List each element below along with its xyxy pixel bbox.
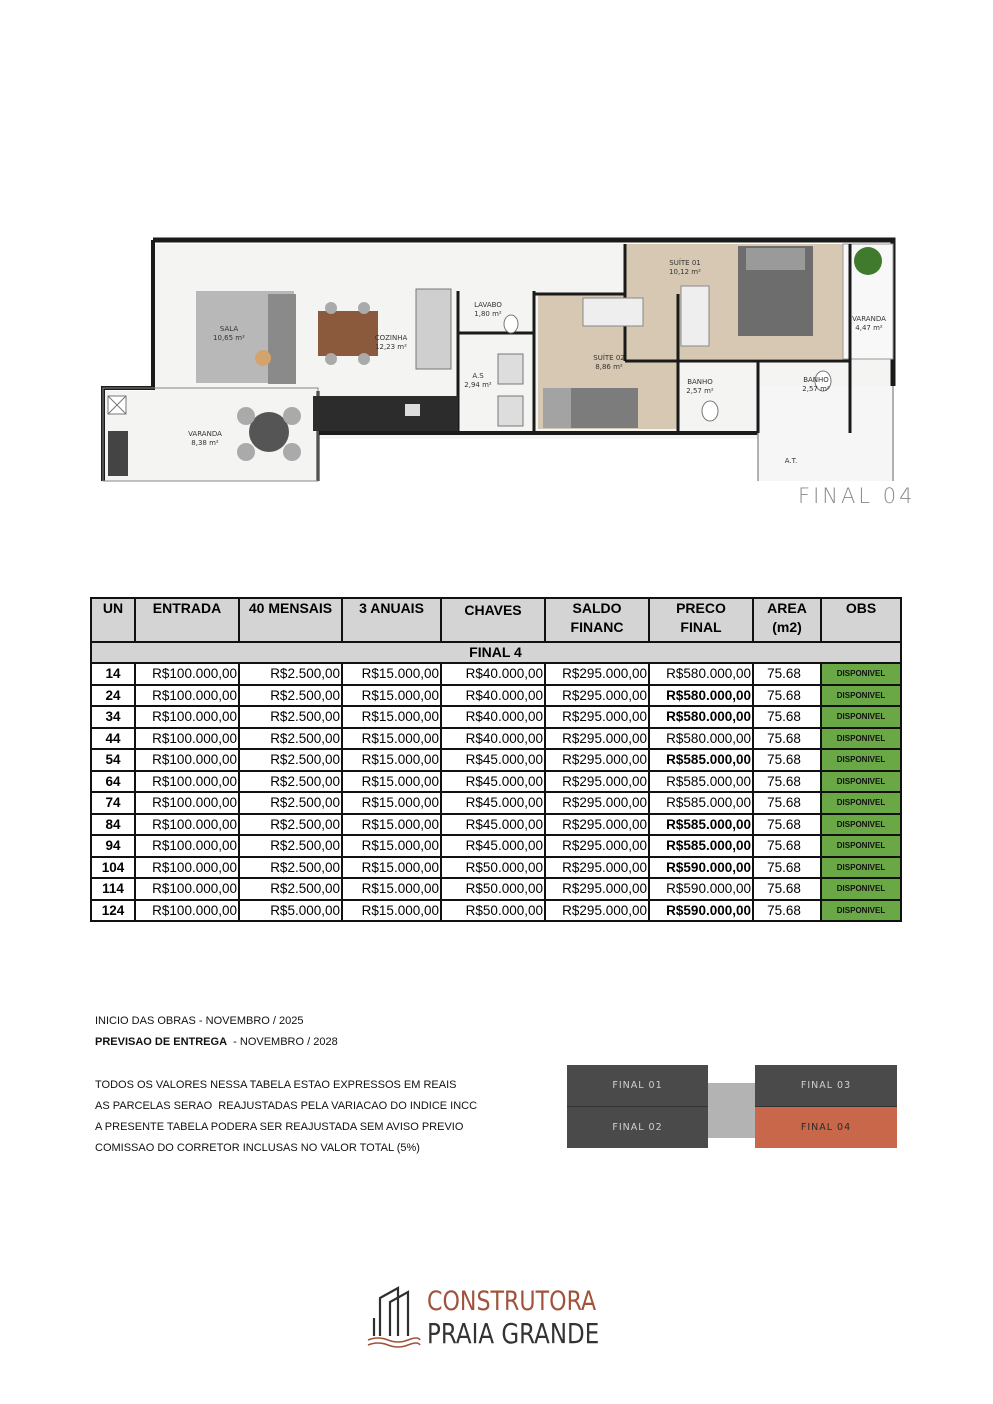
room-label-varanda-1: VARANDA <box>852 315 886 323</box>
obs-cell: DISPONIVEL <box>821 835 901 857</box>
chaves-cell: R$50.000,00 <box>441 857 545 879</box>
room-area-suite-01: 10,12 m² <box>669 268 701 276</box>
un-cell: 24 <box>91 685 135 707</box>
mensais-cell: R$2.500,00 <box>239 663 342 685</box>
obs-cell: DISPONIVEL <box>821 749 901 771</box>
room-area-banho-1: 2,57 m² <box>686 387 714 395</box>
room-label-suite-01: SUÍTE 01 <box>669 259 701 267</box>
saldo-cell: R$295.000,00 <box>545 706 649 728</box>
obs-cell: DISPONIVEL <box>821 728 901 750</box>
room-area-sala: 10,65 m² <box>213 334 245 342</box>
anuais-cell: R$15.000,00 <box>342 749 441 771</box>
area-cell: 75.68 <box>753 814 821 836</box>
room-label-suite-02: SUÍTE 02 <box>593 354 625 362</box>
mensais-cell: R$2.500,00 <box>239 878 342 900</box>
header-entrada: ENTRADA <box>135 598 239 642</box>
entrada-cell: R$100.000,00 <box>135 835 239 857</box>
room-label-lavabo: LAVABO <box>474 301 502 309</box>
entrada-cell: R$100.000,00 <box>135 771 239 793</box>
room-area-suite-02: 8,86 m² <box>595 363 623 371</box>
un-cell: 84 <box>91 814 135 836</box>
delivery-line <box>95 1032 338 1053</box>
obs-cell: DISPONIVEL <box>821 857 901 879</box>
mensais-cell: R$2.500,00 <box>239 792 342 814</box>
table-row <box>91 749 901 771</box>
block-final-02 <box>567 1107 708 1148</box>
connector-block <box>708 1083 755 1138</box>
chaves-cell: R$45.000,00 <box>441 814 545 836</box>
block-label: FINAL 03 <box>800 1080 852 1091</box>
area-cell: 75.68 <box>753 728 821 750</box>
mensais-cell: R$2.500,00 <box>239 728 342 750</box>
chaves-cell: R$40.000,00 <box>441 728 545 750</box>
start-line <box>95 1011 338 1032</box>
preco-cell: R$585.000,00 <box>649 792 753 814</box>
mensais-cell: R$2.500,00 <box>239 749 342 771</box>
entrada-cell: R$100.000,00 <box>135 728 239 750</box>
start-value: - NOVEMBRO / 2025 <box>198 1015 304 1027</box>
saldo-cell: R$295.000,00 <box>545 685 649 707</box>
entrada-cell: R$100.000,00 <box>135 792 239 814</box>
table-row <box>91 835 901 857</box>
header-mensais: 40 MENSAIS <box>239 598 342 642</box>
room-label-banho-2: BANHO <box>803 376 829 384</box>
table-row <box>91 663 901 685</box>
un-cell: 114 <box>91 878 135 900</box>
area-cell: 75.68 <box>753 900 821 922</box>
saldo-cell: R$295.000,00 <box>545 814 649 836</box>
saldo-cell: R$295.000,00 <box>545 857 649 879</box>
chaves-cell: R$40.000,00 <box>441 706 545 728</box>
chaves-cell: R$50.000,00 <box>441 878 545 900</box>
saldo-cell: R$295.000,00 <box>545 792 649 814</box>
header-un: UN <box>91 598 135 642</box>
room-area-banho-2: 2,57 m² <box>802 385 830 393</box>
table-row <box>91 857 901 879</box>
room-label-banho-1: BANHO <box>687 378 713 386</box>
preco-cell: R$590.000,00 <box>649 900 753 922</box>
obs-cell: DISPONIVEL <box>821 792 901 814</box>
table-row <box>91 771 901 793</box>
anuais-cell: R$15.000,00 <box>342 792 441 814</box>
disclaimer-line: TODOS OS VALORES NESSA TABELA ESTAO EXPRESSOS EM REAIS <box>95 1079 457 1091</box>
chaves-cell: R$45.000,00 <box>441 835 545 857</box>
mensais-cell: R$2.500,00 <box>239 814 342 836</box>
price-table <box>90 597 902 922</box>
anuais-cell: R$15.000,00 <box>342 706 441 728</box>
delivery-label: PREVISAO DE ENTREGA <box>95 1036 228 1048</box>
room-label-varanda-2: VARANDA <box>188 430 222 438</box>
room-area-varanda-2: 8,38 m² <box>191 439 219 447</box>
mensais-cell: R$2.500,00 <box>239 771 342 793</box>
block-final-03 <box>755 1065 897 1107</box>
chaves-cell: R$40.000,00 <box>441 685 545 707</box>
obs-cell: DISPONIVEL <box>821 685 901 707</box>
area-cell: 75.68 <box>753 706 821 728</box>
saldo-cell: R$295.000,00 <box>545 728 649 750</box>
anuais-cell: R$15.000,00 <box>342 771 441 793</box>
block-label: FINAL 04 <box>800 1122 852 1133</box>
preco-cell: R$585.000,00 <box>649 835 753 857</box>
table-row <box>91 900 901 922</box>
chaves-cell: R$45.000,00 <box>441 771 545 793</box>
anuais-cell: R$15.000,00 <box>342 663 441 685</box>
anuais-cell: R$15.000,00 <box>342 900 441 922</box>
anuais-cell: R$15.000,00 <box>342 685 441 707</box>
logo-line-2: PRAIA GRANDE <box>427 1317 600 1350</box>
saldo-cell: R$295.000,00 <box>545 878 649 900</box>
entrada-cell: R$100.000,00 <box>135 857 239 879</box>
un-cell: 44 <box>91 728 135 750</box>
preco-cell: R$580.000,00 <box>649 663 753 685</box>
area-cell: 75.68 <box>753 835 821 857</box>
room-area-as: 2,94 m² <box>464 381 492 389</box>
preco-cell: R$580.000,00 <box>649 728 753 750</box>
preco-cell: R$585.000,00 <box>649 771 753 793</box>
obs-cell: DISPONIVEL <box>821 814 901 836</box>
un-cell: 54 <box>91 749 135 771</box>
mensais-cell: R$2.500,00 <box>239 706 342 728</box>
header-chaves: CHAVES <box>441 598 545 642</box>
area-cell: 75.68 <box>753 663 821 685</box>
entrada-cell: R$100.000,00 <box>135 814 239 836</box>
un-cell: 34 <box>91 706 135 728</box>
saldo-cell: R$295.000,00 <box>545 749 649 771</box>
group-label: FINAL 4 <box>91 642 901 663</box>
header-saldo: SALDO FINANC <box>545 598 649 642</box>
preco-cell: R$590.000,00 <box>649 878 753 900</box>
disclaimer-line: AS PARCELAS SERAO REAJUSTADAS PELA VARIACAO DO INDICE INCC <box>95 1100 478 1112</box>
obs-cell: DISPONIVEL <box>821 663 901 685</box>
room-area-cozinha: 12,23 m² <box>375 343 407 351</box>
anuais-cell: R$15.000,00 <box>342 814 441 836</box>
area-cell: 75.68 <box>753 685 821 707</box>
area-cell: 75.68 <box>753 792 821 814</box>
room-label-sala: SALA <box>219 325 239 333</box>
saldo-cell: R$295.000,00 <box>545 663 649 685</box>
area-cell: 75.68 <box>753 771 821 793</box>
room-label-as: A.S <box>472 372 484 380</box>
disclaimer-line: COMISSAO DO CORRETOR INCLUSAS NO VALOR TOTAL (5%) <box>95 1142 420 1154</box>
entrada-cell: R$100.000,00 <box>135 900 239 922</box>
entrada-cell: R$100.000,00 <box>135 685 239 707</box>
un-cell: 14 <box>91 663 135 685</box>
block-label: FINAL 02 <box>612 1122 663 1133</box>
block-label: FINAL 01 <box>612 1080 663 1091</box>
entrada-cell: R$100.000,00 <box>135 663 239 685</box>
preco-cell: R$585.000,00 <box>649 749 753 771</box>
saldo-cell: R$295.000,00 <box>545 900 649 922</box>
obs-cell: DISPONIVEL <box>821 771 901 793</box>
entrada-cell: R$100.000,00 <box>135 706 239 728</box>
saldo-cell: R$295.000,00 <box>545 835 649 857</box>
entrada-cell: R$100.000,00 <box>135 878 239 900</box>
chaves-cell: R$45.000,00 <box>441 749 545 771</box>
chaves-cell: R$45.000,00 <box>441 792 545 814</box>
room-label-cozinha: COZINHA <box>374 334 408 342</box>
mensais-cell: R$5.000,00 <box>239 900 342 922</box>
area-cell: 75.68 <box>753 878 821 900</box>
anuais-cell: R$15.000,00 <box>342 878 441 900</box>
header-preco: PRECO FINAL <box>649 598 753 642</box>
obs-cell: DISPONIVEL <box>821 878 901 900</box>
block-final-04 <box>755 1107 897 1148</box>
anuais-cell: R$15.000,00 <box>342 857 441 879</box>
anuais-cell: R$15.000,00 <box>342 835 441 857</box>
un-cell: 104 <box>91 857 135 879</box>
mensais-cell: R$2.500,00 <box>239 835 342 857</box>
plan-final-label: FINAL 04 <box>798 484 916 508</box>
group-row <box>91 642 901 663</box>
schedule-notes <box>95 1011 338 1053</box>
chaves-cell: R$40.000,00 <box>441 663 545 685</box>
table-row <box>91 706 901 728</box>
logo-line-1: CONSTRUTORA <box>427 1286 597 1317</box>
header-obs: OBS <box>821 598 901 642</box>
un-cell: 64 <box>91 771 135 793</box>
saldo-cell: R$295.000,00 <box>545 771 649 793</box>
room-area-lavabo: 1,80 m² <box>474 310 502 318</box>
obs-cell: DISPONIVEL <box>821 900 901 922</box>
area-cell: 75.68 <box>753 749 821 771</box>
mensais-cell: R$2.500,00 <box>239 685 342 707</box>
preco-cell: R$580.000,00 <box>649 685 753 707</box>
preco-cell: R$585.000,00 <box>649 814 753 836</box>
header-area: AREA (m2) <box>753 598 821 642</box>
disclaimers <box>95 1075 477 1159</box>
area-cell: 75.68 <box>753 857 821 879</box>
table-row <box>91 878 901 900</box>
block-final-01 <box>567 1065 708 1107</box>
preco-cell: R$580.000,00 <box>649 706 753 728</box>
table-row <box>91 685 901 707</box>
mensais-cell: R$2.500,00 <box>239 857 342 879</box>
table-row <box>91 728 901 750</box>
obs-cell: DISPONIVEL <box>821 706 901 728</box>
site-diagram <box>567 1065 897 1148</box>
preco-cell: R$590.000,00 <box>649 857 753 879</box>
header-anuais: 3 ANUAIS <box>342 598 441 642</box>
un-cell: 74 <box>91 792 135 814</box>
table-row <box>91 814 901 836</box>
room-label-at: A.T. <box>784 457 798 465</box>
room-area-varanda-1: 4,47 m² <box>855 324 883 332</box>
table-row <box>91 792 901 814</box>
start-label: INICIO DAS OBRAS <box>95 1015 196 1027</box>
un-cell: 94 <box>91 835 135 857</box>
entrada-cell: R$100.000,00 <box>135 749 239 771</box>
un-cell: 124 <box>91 900 135 922</box>
disclaimer-line: A PRESENTE TABELA PODERA SER REAJUSTADA SEM AVISO PREVIO <box>95 1121 464 1133</box>
delivery-value: - NOVEMBRO / 2028 <box>233 1036 338 1048</box>
anuais-cell: R$15.000,00 <box>342 728 441 750</box>
floor-plan <box>98 236 898 511</box>
table-header-row <box>91 598 901 642</box>
chaves-cell: R$50.000,00 <box>441 900 545 922</box>
